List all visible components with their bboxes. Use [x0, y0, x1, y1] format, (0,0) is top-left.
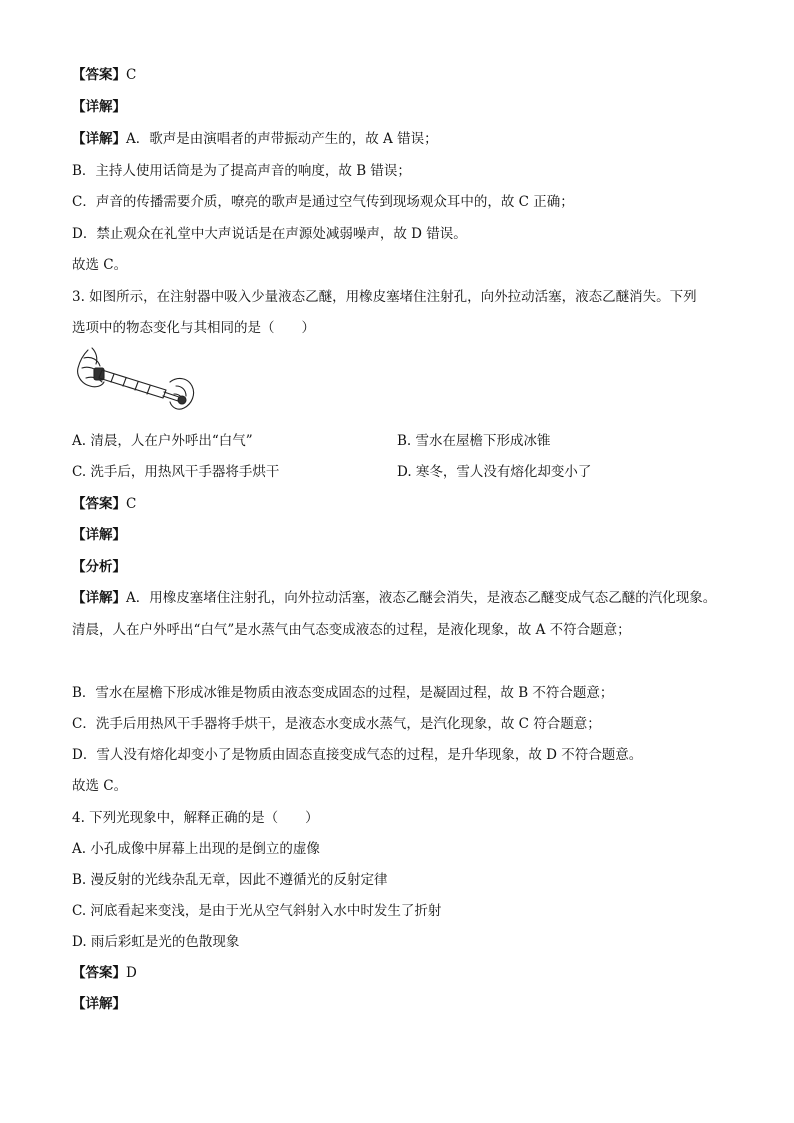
- q3-detail-a-line2: 清晨，人在户外呼出“白气”是水蒸气由气态变成液态的过程，是液化现象，故 A 不符合题意；: [72, 622, 631, 638]
- q3-detail-a-line1: [72, 589, 716, 607]
- q2-answer-value: C: [126, 67, 137, 83]
- q3-detail-a-text: A．用橡皮塞堵住注射孔，向外拉动活塞，液态乙醚会消失，是液态乙醚变成气态乙醚的汽化现象。: [126, 590, 717, 606]
- q2-conclusion: 故选 C。: [72, 257, 128, 273]
- q4-option-b[interactable]: B. 漫反射的光线杂乱无章，因此不遵循光的反射定律: [72, 872, 388, 888]
- q2-answer: [72, 66, 136, 84]
- syringe-figure: [74, 346, 198, 414]
- q2-detail-a-tag: 【详解】: [72, 131, 126, 147]
- q2-detail-b: B．主持人使用话筒是为了提高声音的响度，故 B 错误；: [72, 163, 411, 179]
- q3-stem-line1: 3. 如图所示，在注射器中吸入少量液态乙醚，用橡皮塞堵住注射孔，向外拉动活塞，液态乙醚消失。下列: [72, 289, 697, 305]
- q3-detail-c: C．洗手后用热风干手器将手烘干，是液态水变成水蒸气，是汽化现象，故 C 符合题意；: [72, 716, 601, 732]
- q3-stem-line2: 选项中的物态变化与其相同的是（ ）: [72, 320, 315, 336]
- q3-detail-d: D．雪人没有熔化却变小了是物质由固态直接变成气态的过程，是升华现象，故 D 不符合题意。: [72, 747, 643, 763]
- q3-option-c[interactable]: C. 洗手后，用热风干手器将手烘干: [72, 464, 280, 480]
- q4-answer: [72, 964, 137, 982]
- q3-option-d[interactable]: D. 寒冬，雪人没有熔化却变小了: [397, 464, 592, 480]
- q3-detail-a-tag: 【详解】: [72, 590, 126, 606]
- q3-answer-value: C: [126, 496, 137, 512]
- q4-answer-value: D: [126, 965, 137, 981]
- q3-answer-tag: 【答案】: [72, 496, 126, 512]
- q3-detail-heading: 【详解】: [72, 527, 126, 543]
- q3-option-a[interactable]: A. 清晨，人在户外呼出“白气”: [72, 433, 253, 449]
- q2-detail-d: D．禁止观众在礼堂中大声说话是在声源处减弱噪声，故 D 错误。: [72, 226, 467, 242]
- q2-detail-a: [72, 130, 438, 148]
- q4-stem: 4. 下列光现象中，解释正确的是（ ）: [72, 810, 319, 826]
- q3-detail-b: B．雪水在屋檐下形成冰锥是物质由液态变成固态的过程，是凝固过程，故 B 不符合题意；: [72, 685, 614, 701]
- q3-conclusion: 故选 C。: [72, 778, 128, 794]
- q4-option-a[interactable]: A. 小孔成像中屏幕上出现的是倒立的虚像: [72, 841, 320, 857]
- q3-option-b[interactable]: B. 雪水在屋檐下形成冰锥: [397, 433, 551, 449]
- q2-answer-tag: 【答案】: [72, 67, 126, 83]
- q3-answer: [72, 495, 136, 513]
- q2-detail-c: C．声音的传播需要介质，嘹亮的歌声是通过空气传到现场观众耳中的，故 C 正确；: [72, 194, 574, 210]
- q2-detail-a-text: A．歌声是由演唱者的声带振动产生的，故 A 错误；: [126, 131, 438, 147]
- q4-detail-heading: 【详解】: [72, 996, 126, 1012]
- q4-option-d[interactable]: D. 雨后彩虹是光的色散现象: [72, 934, 240, 950]
- q3-analysis-heading: 【分析】: [72, 559, 126, 575]
- q4-answer-tag: 【答案】: [72, 965, 126, 981]
- q4-option-c[interactable]: C. 河底看起来变浅，是由于光从空气斜射入水中时发生了折射: [72, 903, 442, 919]
- q2-detail-heading: 【详解】: [72, 99, 126, 115]
